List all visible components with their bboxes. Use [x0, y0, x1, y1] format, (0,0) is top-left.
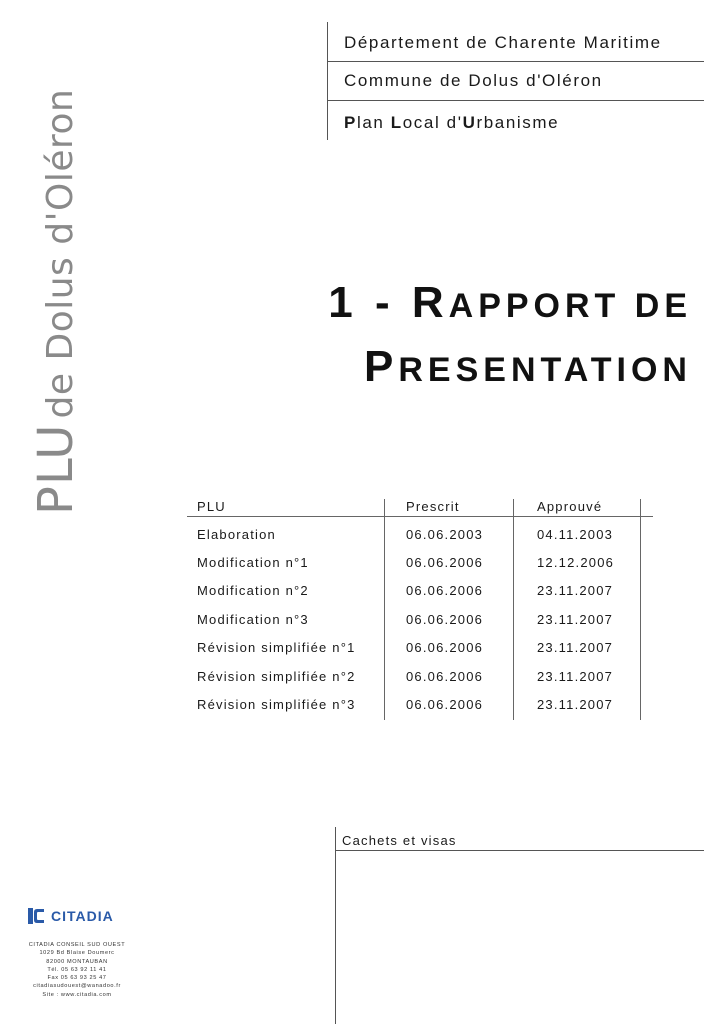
title-rest: APPORT DE [448, 287, 692, 325]
prescrit-date: 06.06.2003 [406, 527, 484, 542]
table-row [187, 583, 652, 603]
plan-initial-l: L [390, 113, 403, 132]
plan-initial-u: U [462, 113, 477, 132]
plan-initial-p: P [344, 113, 357, 132]
title-line-2 [328, 340, 692, 404]
procedure-name: Modification n°3 [197, 612, 309, 627]
table-row [187, 555, 652, 575]
procedure-name: Révision simplifiée n°1 [197, 640, 356, 655]
citadia-logo-icon [28, 907, 46, 925]
address-line: Fax 05 63 93 25 47 [47, 975, 107, 982]
plan-word: lan [356, 113, 391, 132]
title-cap: R [411, 278, 449, 327]
approuve-date: 23.11.2007 [537, 612, 614, 627]
address-line: Site : www.citadia.com [42, 991, 112, 998]
procedure-name: Elaboration [197, 527, 276, 542]
approuve-date: 23.11.2007 [537, 669, 614, 684]
title-rest: RESENTATION [398, 351, 692, 389]
prescrit-date: 06.06.2006 [406, 612, 484, 627]
prescrit-date: 06.06.2006 [406, 669, 484, 684]
prescrit-date: 06.06.2006 [406, 640, 484, 655]
cachets-rule [336, 850, 704, 851]
company-address [24, 941, 130, 999]
table-row [187, 527, 652, 547]
cachets-divider [335, 827, 336, 1024]
approuve-date: 23.11.2007 [537, 583, 614, 598]
prescrit-date: 06.06.2006 [406, 583, 484, 598]
plan-word: ocal d' [402, 113, 463, 132]
table-row [187, 697, 652, 717]
plan-word: rbanisme [476, 113, 560, 132]
side-title-rest: de Dolus d'Oléron [40, 88, 81, 419]
plan-label [344, 113, 559, 133]
address-line: citadiasudouest@wanadoo.fr [33, 983, 121, 990]
prescrit-date: 06.06.2006 [406, 697, 484, 712]
title-line-1 [328, 276, 692, 340]
procedure-name: Révision simplifiée n°3 [197, 697, 356, 712]
column-header-prescrit: Prescrit [406, 499, 460, 514]
header-rule [328, 100, 704, 101]
commune-label: Commune de Dolus d'Oléron [344, 71, 603, 90]
table-header-row [187, 499, 652, 519]
title-cap: P [364, 342, 399, 391]
column-header-plu: PLU [197, 499, 226, 514]
address-line: 1029 Bd Blaise Doumerc [39, 950, 115, 957]
document-title [328, 276, 692, 404]
approuve-date: 23.11.2007 [537, 697, 614, 712]
approuve-date: 04.11.2003 [537, 527, 614, 542]
table-row [187, 640, 652, 660]
title-number: 1 - [328, 278, 412, 327]
side-title [28, 89, 84, 515]
departement-label: Département de Charente Maritime [344, 33, 662, 52]
table-row [187, 612, 652, 632]
approuve-date: 23.11.2007 [537, 640, 614, 655]
header-rule [328, 61, 704, 62]
procedure-name: Révision simplifiée n°2 [197, 669, 356, 684]
address-line: Tél. 05 63 92 11 41 [47, 966, 107, 973]
address-line: CITADIA CONSEIL SUD OUEST [28, 942, 126, 948]
side-title-plu: PLU [28, 423, 84, 515]
header-divider [327, 22, 328, 140]
prescrit-date: 06.06.2006 [406, 555, 484, 570]
citadia-logo-text: CITADIA [51, 908, 114, 924]
cachets-label: Cachets et visas [342, 833, 457, 848]
table-row [187, 669, 652, 689]
procedure-name: Modification n°2 [197, 583, 309, 598]
address-line: 82000 MONTAUBAN [46, 958, 108, 965]
citadia-logo [28, 906, 114, 926]
column-header-approuve: Approuvé [537, 499, 603, 514]
approuve-date: 12.12.2006 [537, 555, 615, 570]
procedure-name: Modification n°1 [197, 555, 309, 570]
